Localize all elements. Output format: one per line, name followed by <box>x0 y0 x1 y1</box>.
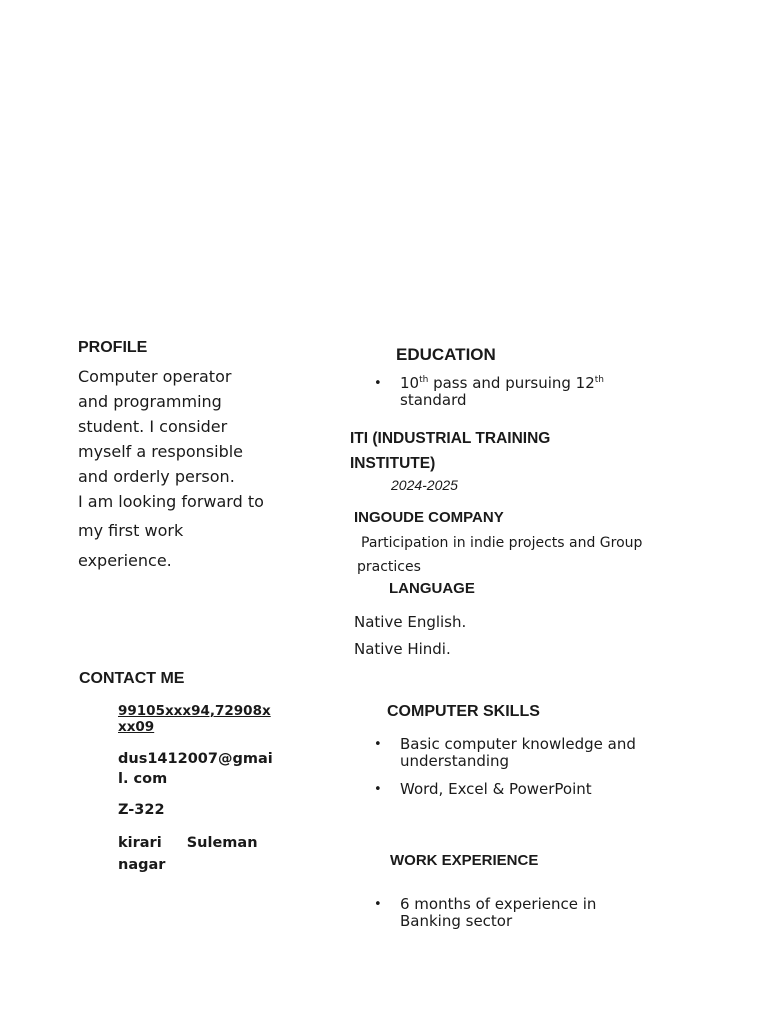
phone-number[interactable] <box>118 703 288 735</box>
iti-title <box>350 426 550 476</box>
company-desc-line: practices <box>357 559 421 575</box>
profile-line: I am looking forward to <box>78 492 264 511</box>
company-name: INGOUDE COMPANY <box>354 509 504 526</box>
profile-line: Computer operator <box>78 367 232 386</box>
phone-line: 99105xxx94,72908x <box>118 703 271 719</box>
education-years: 2024-2025 <box>391 477 458 493</box>
email-address[interactable] <box>118 750 288 789</box>
address-area: kirari <box>118 835 162 851</box>
company-desc-line: Participation in indie projects and Group <box>361 535 643 551</box>
iti-line: ITI (INDUSTRIAL TRAINING <box>350 430 551 447</box>
phone-line: xx09 <box>118 719 155 735</box>
profile-line: and programming <box>78 392 222 411</box>
profile-line: student. I consider <box>78 417 228 436</box>
profile-line: experience. <box>78 551 172 570</box>
company-description <box>357 531 667 579</box>
education-item: • 10th pass and pursuing 12th standard <box>374 375 664 409</box>
address-line3: nagar <box>118 857 166 873</box>
profile-line: and orderly person. <box>78 467 235 486</box>
iti-line: INSTITUTE) <box>350 455 436 472</box>
email-line: l. com <box>118 771 168 787</box>
skills-list <box>374 736 674 798</box>
email-line: dus1412007@gmai <box>118 751 273 767</box>
education-heading: EDUCATION <box>396 345 496 364</box>
language-item-english: Native English. <box>354 613 467 631</box>
language-item-hindi: Native Hindi. <box>354 640 451 658</box>
address-line1: Z-322 <box>118 802 165 818</box>
skill-item: • Word, Excel & PowerPoint <box>374 781 674 798</box>
skills-heading: COMPUTER SKILLS <box>387 703 540 720</box>
work-heading: WORK EXPERIENCE <box>390 852 539 869</box>
work-item: • 6 months of experience in Banking sector <box>374 896 674 930</box>
profile-line: my first work <box>78 521 184 540</box>
contact-heading: CONTACT ME <box>79 670 185 687</box>
profile-line: myself a responsible <box>78 442 244 461</box>
education-list <box>374 375 664 409</box>
work-list <box>374 896 674 930</box>
skill-item: • Basic computer knowledge and understanding <box>374 736 674 770</box>
address-line2 <box>118 834 298 853</box>
language-heading: LANGUAGE <box>389 580 475 597</box>
address-locality: Suleman <box>186 835 258 851</box>
profile-heading: PROFILE <box>78 339 148 356</box>
profile-text <box>78 364 283 576</box>
